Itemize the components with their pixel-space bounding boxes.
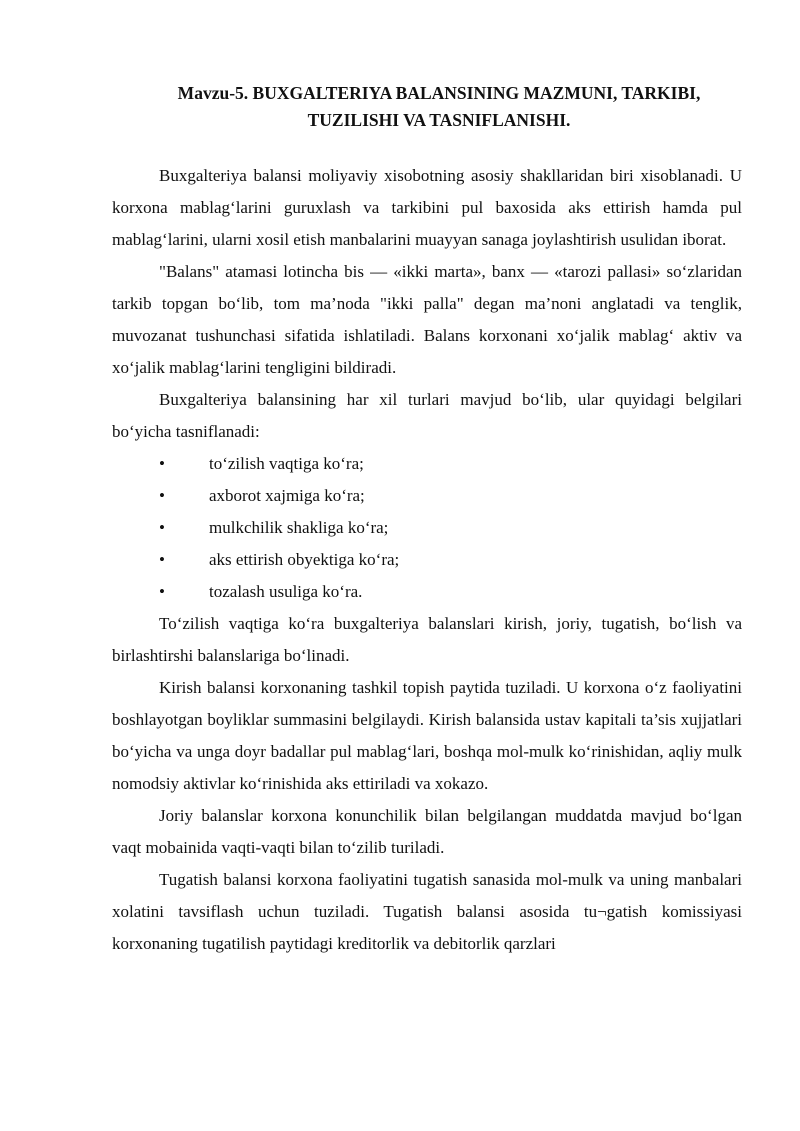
list-item-text: axborot xajmiga ko‘ra;	[209, 486, 365, 505]
document-title	[112, 80, 742, 134]
list-item-text: to‘zilish vaqtiga ko‘ra;	[209, 454, 364, 473]
paragraph-current-balance: Joriy balanslar korxona konunchilik bilan belgilangan muddatda mavjud bo‘lgan vaqt mobainida vaqti-vaqti bilan to‘zilib turiladi.	[112, 806, 742, 857]
paragraph-balance-etymology: "Balans" atamasi lotincha bis — «ikki marta», banx — «tarozi pallasi» so‘zlaridan tarkib topgan bo‘lib, tom ma’noda "ikki palla" degan ma’noni anglatadi va tenglik, muvozanat tushunchasi sifatida ishlatiladi. Balans korxonani xo‘jalik mablag‘ aktiv va xo‘jalik mablag‘larini tengligini bildiradi.	[112, 262, 742, 377]
title-line-2: TUZILISHI VA TASNIFLANISHI.	[307, 110, 571, 130]
classification-list	[112, 448, 742, 608]
bullet-icon: •	[159, 454, 165, 473]
list-item	[112, 576, 742, 608]
paragraph-opening-balance: Kirish balansi korxonaning tashkil topish paytida tuziladi. U korxona o‘z faoliyatini boshlayotgan boyliklar summasini belgilaydi. Kirish balansida ustav kapitali ta’sis xujjatlari bo‘yicha va unga doyr badallar pul mablag‘lari, boshqa mol-mulk ko‘rinishidan, aqliy mulk nomodsiy aktivlar ko‘rinishida aks ettiriladi va xokazo.	[112, 678, 742, 793]
paragraph-classification-intro: Buxgalteriya balansining har xil turlari mavjud bo‘lib, ular quyidagi belgilari bo‘yicha tasniflanadi:	[112, 390, 742, 441]
paragraph-time-classification: To‘zilish vaqtiga ko‘ra buxgalteriya balanslari kirish, joriy, tugatish, bo‘lish va birlashtirshi balanslariga bo‘linadi.	[112, 614, 742, 665]
list-item	[112, 448, 742, 480]
bullet-icon: •	[159, 486, 165, 505]
list-item-text: tozalash usuliga ko‘ra.	[209, 582, 363, 601]
document-page	[112, 80, 742, 960]
bullet-icon: •	[159, 550, 165, 569]
bullet-icon: •	[159, 582, 165, 601]
list-item	[112, 512, 742, 544]
title-line-1: Mavzu-5. BUXGALTERIYA BALANSINING MAZMUNI, TARKIBI,	[177, 83, 701, 103]
bullet-icon: •	[159, 518, 165, 537]
list-item	[112, 544, 742, 576]
list-item	[112, 480, 742, 512]
paragraph-balance-definition: Buxgalteriya balansi moliyaviy xisobotning asosiy shakllaridan biri xisoblanadi. U korxona mablag‘larini guruxlash va tarkibini pul baxosida aks ettirish hamda pul mablag‘larini, ularni xosil etish manbalarini muayyan sanaga joylashtirish usulidan iborat.	[112, 166, 742, 249]
paragraph-liquidation-balance: Tugatish balansi korxona faoliyatini tugatish sanasida mol-mulk va uning manbalari xolatini tavsiflash uchun tuziladi. Tugatish balansi asosida tu¬gatish komissiyasi korxonaning tugatilish paytidagi kreditorlik va debitorlik qarzlari	[112, 870, 742, 953]
list-item-text: aks ettirish obyektiga ko‘ra;	[209, 550, 400, 569]
list-item-text: mulkchilik shakliga ko‘ra;	[209, 518, 389, 537]
